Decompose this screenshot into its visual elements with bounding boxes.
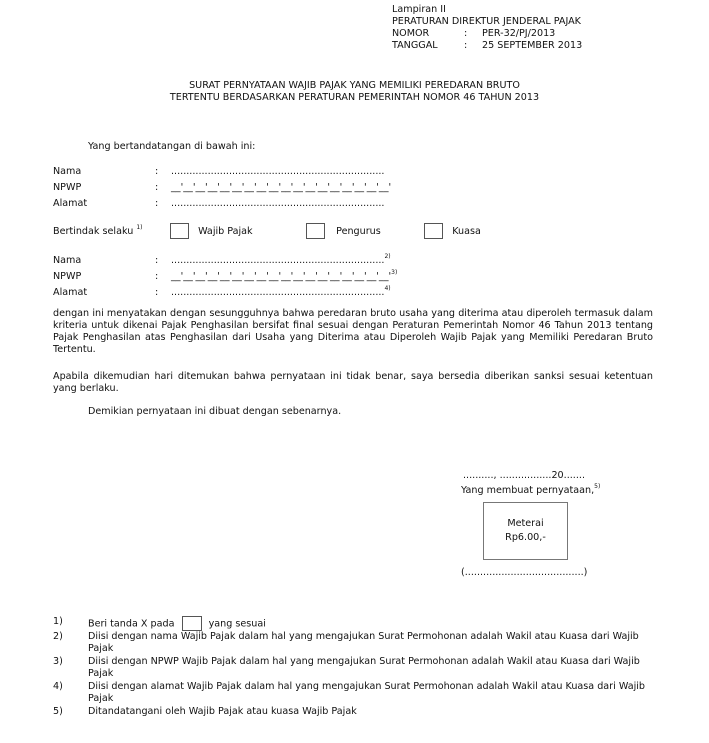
footnote-1 <box>53 616 653 631</box>
colon: : <box>464 40 468 51</box>
signature-name-field[interactable]: (.......................................) <box>461 567 588 578</box>
footnote-ref: 5) <box>594 483 601 490</box>
footnote-number: 5) <box>53 706 63 717</box>
footnote-ref: 4) <box>384 285 391 292</box>
footnote-text: Diisi dengan alamat Wajib Pajak dalam hal yang mengajukan Surat Permohonan adalah Wakil atau Kuasa dari Wajib Pajak <box>88 681 646 704</box>
checkbox-pengurus[interactable] <box>306 223 325 239</box>
example-checkbox <box>182 616 202 631</box>
nama-label: Nama <box>53 255 82 266</box>
footnote-ref: 3) <box>391 269 398 276</box>
footnote-number: 3) <box>53 656 63 667</box>
footnote-text: yang sesuai <box>208 618 266 630</box>
checkbox-kuasa[interactable] <box>424 223 443 239</box>
intro-text: Yang bertandatangan di bawah ini: <box>88 141 256 152</box>
document-title <box>0 80 709 104</box>
checkbox-wajib-pajak[interactable] <box>170 223 189 239</box>
rep-npwp-field[interactable]: __'__'__'__'__'__'__'__'__'__'__'__'__'__'__'__'__'__' <box>171 271 392 282</box>
footnote-text: Diisi dengan nama Wajib Pajak dalam hal yang mengajukan Surat Permohonan adalah Wakil atau Kuasa dari Wajib Pajak <box>88 631 639 654</box>
option-kuasa: Kuasa <box>452 226 481 237</box>
footnote-text: Diisi dengan NPWP Wajib Pajak dalam hal yang mengajukan Surat Permohonan adalah Wakil atau Kuasa dari Wajib Pajak <box>88 656 640 679</box>
title-line-2: TERTENTU BERDASARKAN PERATURAN PEMERINTAH NOMOR 46 TAHUN 2013 <box>169 92 540 103</box>
taxpayer-form <box>53 164 391 212</box>
npwp-field[interactable]: __'__'__'__'__'__'__'__'__'__'__'__'__'__'__'__'__'__' <box>171 182 392 193</box>
npwp-label: NPWP <box>53 182 82 193</box>
nama-field[interactable]: ...................................................................... <box>171 166 385 177</box>
lampiran: Lampiran II <box>392 4 446 15</box>
maker-text: Yang membuat pernyataan, <box>461 485 595 496</box>
title-line-1: SURAT PERNYATAAN WAJIB PAJAK YANG MEMILIKI PEREDARAN BRUTO <box>189 80 520 91</box>
colon: : <box>155 255 159 266</box>
option-pengurus: Pengurus <box>336 226 381 237</box>
rep-alamat-field[interactable]: ...................................................................... <box>171 287 385 298</box>
acting-as-row <box>53 220 481 240</box>
closing-paragraph: Demikian pernyataan ini dibuat dengan sebenarnya. <box>88 406 342 417</box>
meterai-value: Rp6.00,- <box>505 532 546 543</box>
footnote-text: Ditandatangani oleh Wajib Pajak atau kuasa Wajib Pajak <box>88 706 357 717</box>
footnote-ref: 1) <box>136 224 143 231</box>
npwp-label: NPWP <box>53 271 82 282</box>
regulation-name: PERATURAN DIREKTUR JENDERAL PAJAK <box>392 16 581 27</box>
footnote-number: 1) <box>53 616 63 627</box>
tanggal-value: 25 SEPTEMBER 2013 <box>482 40 583 51</box>
footnote-5 <box>53 706 653 718</box>
footnote-number: 2) <box>53 631 63 642</box>
alamat-label: Alamat <box>53 287 88 298</box>
footnote-text: Beri tanda X pada <box>88 618 175 630</box>
footnote-2 <box>53 631 653 655</box>
place-date-field[interactable]: .........., .................20....... <box>463 470 585 481</box>
colon: : <box>155 182 159 193</box>
tanggal-label: TANGGAL <box>392 40 438 51</box>
nomor-value: PER-32/PJ/2013 <box>482 28 556 39</box>
representative-form <box>53 249 397 297</box>
nomor-label: NOMOR <box>392 28 430 39</box>
option-wajib-pajak: Wajib Pajak <box>198 226 253 237</box>
alamat-field[interactable]: ...................................................................... <box>171 198 385 209</box>
colon: : <box>155 287 159 298</box>
colon: : <box>155 271 159 282</box>
colon: : <box>155 166 159 177</box>
footnote-number: 4) <box>53 681 63 692</box>
statement-paragraph: dengan ini menyatakan dengan sesungguhnya bahwa peredaran bruto usaha yang diterima atau diperoleh termasuk dalam kriteria untuk dikenai Pajak Penghasilan bersifat final sesuai dengan Peraturan Pemerintah Nomor 46 Tahun 2013 tentang Pajak Penghasilan atas Penghasilan dari Usaha yang Diterima atau Diperoleh Wajib Pajak yang Memiliki Peredaran Bruto Tertentu. <box>53 308 653 355</box>
meterai-label: Meterai <box>507 518 544 529</box>
colon: : <box>155 198 159 209</box>
attachment-header <box>392 4 582 52</box>
meterai-stamp-box <box>483 502 568 560</box>
maker-label <box>461 483 600 496</box>
rep-nama-field[interactable]: ...................................................................... <box>171 255 385 266</box>
colon: : <box>464 28 468 39</box>
sanction-paragraph: Apabila dikemudian hari ditemukan bahwa pernyataan ini tidak benar, saya bersedia diberikan sanksi sesuai ketentuan yang berlaku. <box>53 371 653 394</box>
alamat-label: Alamat <box>53 198 88 209</box>
nama-label: Nama <box>53 166 82 177</box>
footnote-4 <box>53 681 653 705</box>
footnote-ref: 2) <box>384 253 391 260</box>
footnote-3 <box>53 656 653 680</box>
acting-as-label: Bertindak selaku <box>53 226 134 237</box>
